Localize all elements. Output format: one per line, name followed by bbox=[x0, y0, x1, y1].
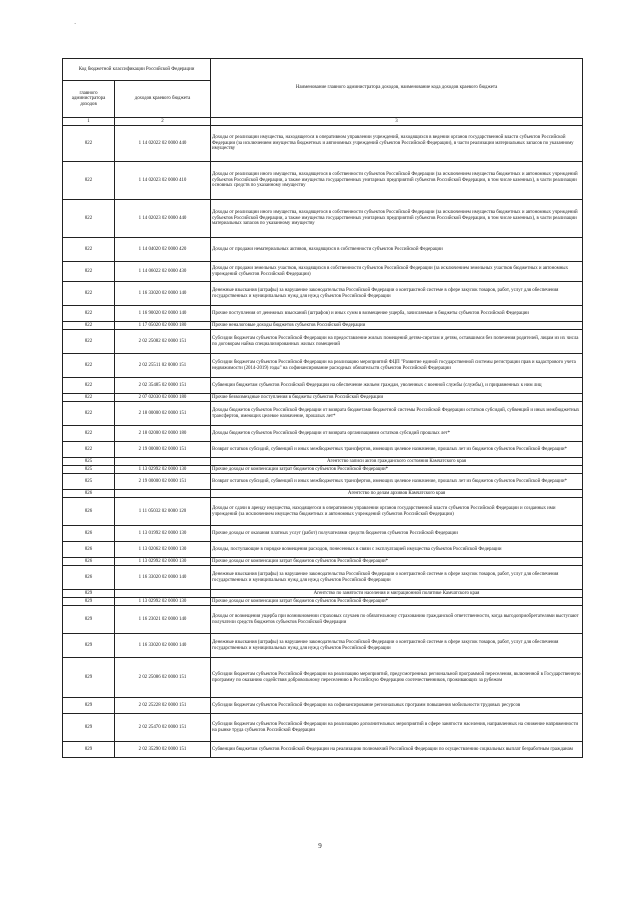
revenue-code-cell: 1 16 90020 02 0000 140 bbox=[115, 306, 211, 322]
admin-code-cell: 822 bbox=[63, 306, 115, 322]
table-row bbox=[63, 126, 583, 162]
column-number-2: 2 bbox=[115, 118, 211, 126]
admin-code-cell: 822 bbox=[63, 442, 115, 458]
revenue-name-cell: Доходы от реализации иного имущества, находящегося в собственности субъектов Российской Федерации (за исключением имущества бюджетных и автономных учреждений субъектов Российской Федерации, а также имущества государственных унитарных предприятий субъектов Российской Федерации, в том числе казенных), в части реализации основных средств по указанному имуществу bbox=[211, 162, 583, 200]
admin-code-cell: 822 bbox=[63, 126, 115, 162]
revenue-code-cell bbox=[115, 458, 211, 466]
revenue-code-cell: 1 14 02022 02 0000 440 bbox=[115, 126, 211, 162]
agency-header-row bbox=[63, 590, 583, 598]
admin-code-cell: 826 bbox=[63, 566, 115, 590]
table-row bbox=[63, 698, 583, 714]
table-row bbox=[63, 442, 583, 458]
scan-mark: ` bbox=[74, 22, 77, 30]
revenue-name-cell: Субсидии бюджетам субъектов Российской Федерации на софинансирование региональных программ повышения мобильности трудовых ресурсов bbox=[211, 698, 583, 714]
admin-code-cell: 822 bbox=[63, 426, 115, 442]
revenue-code-cell: 1 14 06022 02 0000 430 bbox=[115, 262, 211, 282]
revenue-name-cell: Доходы бюджетов субъектов Российской Федерации от возврата организациями остатков субсидий прошлых лет* bbox=[211, 426, 583, 442]
revenue-code-cell: 2 02 35485 02 0000 151 bbox=[115, 378, 211, 394]
revenue-name-cell: Денежные взыскания (штрафы) за нарушение законодательства Российской Федерации о контрактной системе в сфере закупок товаров, работ, услуг для обеспечения государственных и муниципальных нужд для нужд субъектов Российской Федерации bbox=[211, 634, 583, 658]
admin-code-cell: 826 bbox=[63, 490, 115, 498]
column-number-1: 1 bbox=[63, 118, 115, 126]
admin-code-cell: 829 bbox=[63, 606, 115, 634]
table-row bbox=[63, 714, 583, 742]
table-row bbox=[63, 606, 583, 634]
admin-code-cell: 825 bbox=[63, 466, 115, 474]
revenue-name-cell: Субсидии бюджетам субъектов Российской Федерации на реализацию мероприятий, предусмотренных региональной программой переселения, включенной в Государственную программу по оказанию содействия добровольному переселению в Российскую Федерацию соотечественников, проживающих за рубежом bbox=[211, 658, 583, 698]
revenue-code-cell: 2 02 25086 02 0000 151 bbox=[115, 658, 211, 698]
revenue-name-cell: Прочие доходы от оказания платных услуг (работ) получателями средств бюджетов субъектов Российской Федерации bbox=[211, 526, 583, 542]
admin-code-cell: 829 bbox=[63, 590, 115, 598]
revenue-name-cell: Денежные взыскания (штрафы) за нарушение законодательства Российской Федерации о контрактной системе в сфере закупок товаров, работ, услуг для обеспечения государственных и муниципальных нужд для нужд субъектов Российской Федерации bbox=[211, 566, 583, 590]
revenue-code-cell: 1 14 02023 02 0000 410 bbox=[115, 162, 211, 200]
revenue-code-cell: 1 13 02992 02 0000 130 bbox=[115, 598, 211, 606]
admin-code-cell: 829 bbox=[63, 714, 115, 742]
table-row bbox=[63, 526, 583, 542]
table-row bbox=[63, 658, 583, 698]
admin-code-cell: 826 bbox=[63, 498, 115, 526]
revenue-name-cell: Доходы от возмещения ущерба при возникновении страховых случаев по обязательному страхованию гражданской ответственности, когда выгодоприобретателями выступают получатели средств бюджетов субъектов Российской Федерации bbox=[211, 606, 583, 634]
revenue-code-cell: 2 19 00000 02 0000 151 bbox=[115, 474, 211, 490]
table-row bbox=[63, 634, 583, 658]
revenue-code-cell: 2 07 02030 02 0000 180 bbox=[115, 394, 211, 402]
table-row bbox=[63, 354, 583, 378]
revenue-name-cell: Прочие безвозмездные поступления в бюджеты субъектов Российской Федерации bbox=[211, 394, 583, 402]
revenue-name-cell: Денежные взыскания (штрафы) за нарушение законодательства Российской Федерации о контрактной системе в сфере закупок товаров, работ, услуг для обеспечения государственных и муниципальных нужд для нужд субъектов Российской Федерации bbox=[211, 282, 583, 306]
admin-code-cell: 822 bbox=[63, 378, 115, 394]
revenue-name-cell: Доходы от продажи земельных участков, находящихся в собственности субъектов Российской Федерации (за исключением земельных участков бюджетных и автономных учреждений субъектов Российской Федерации) bbox=[211, 262, 583, 282]
name-column-header: Наименование главного администратора доходов, наименование кода доходов краевого бюджета bbox=[211, 59, 583, 118]
revenue-code-cell bbox=[115, 490, 211, 498]
table-row bbox=[63, 378, 583, 394]
admin-code-cell: 826 bbox=[63, 558, 115, 566]
revenue-name-cell: Возврат остатков субсидий, субвенций и иных межбюджетных трансфертов, имеющих целевое назначение, прошлых лет из бюджетов субъектов Российской Федерации* bbox=[211, 442, 583, 458]
table-row bbox=[63, 394, 583, 402]
revenue-code-cell: 1 14 04020 02 0000 420 bbox=[115, 238, 211, 262]
admin-code-cell: 829 bbox=[63, 598, 115, 606]
code-column-header: доходов краевого бюджета bbox=[115, 81, 211, 118]
revenue-code-cell: 2 19 00000 02 0000 151 bbox=[115, 442, 211, 458]
revenue-name-cell: Прочие поступления от денежных взысканий (штрафов) и иных сумм в возмещение ущерба, зачисляемые в бюджеты субъектов Российской Федерации bbox=[211, 306, 583, 322]
revenue-name-cell: Доходы бюджетов субъектов Российской Федерации от возврата бюджетами бюджетной системы Российской Федерации остатков субсидий, субвенций и иных межбюджетных трансфертов, имеющих целевое назначение, прошлых лет* bbox=[211, 402, 583, 426]
revenue-name-cell: Прочие доходы от компенсации затрат бюджетов субъектов Российской Федерации* bbox=[211, 466, 583, 474]
revenue-code-cell: 2 02 25082 02 0000 151 bbox=[115, 330, 211, 354]
revenue-name-cell: Агентство по делам архивов Камчатского края bbox=[211, 490, 583, 498]
revenue-code-cell: 1 16 33020 02 0000 140 bbox=[115, 282, 211, 306]
table-row bbox=[63, 558, 583, 566]
revenue-code-cell: 1 13 01992 02 0000 130 bbox=[115, 526, 211, 542]
revenue-code-cell: 2 02 35290 02 0000 151 bbox=[115, 742, 211, 758]
table-row bbox=[63, 402, 583, 426]
revenue-name-cell: Агентство записи актов гражданского состояния Камчатского края bbox=[211, 458, 583, 466]
revenue-name-cell: Возврат остатков субсидий, субвенций и иных межбюджетных трансфертов, имеющих целевое назначение, прошлых лет из бюджетов субъектов Российской Федерации* bbox=[211, 474, 583, 490]
revenue-codes-table bbox=[62, 58, 583, 758]
revenue-name-cell: Доходы, поступающие в порядке возмещения расходов, понесенных в связи с эксплуатацией имущества субъектов Российской Федерации bbox=[211, 542, 583, 558]
revenue-code-cell: 1 13 02062 02 0000 130 bbox=[115, 542, 211, 558]
table-row bbox=[63, 322, 583, 330]
revenue-name-cell: Прочие неналоговые доходы бюджетов субъектов Российской Федерации bbox=[211, 322, 583, 330]
table-row bbox=[63, 200, 583, 238]
table-body bbox=[63, 126, 583, 758]
revenue-name-cell: Субвенции бюджетам субъектов Российской Федерации на реализацию полномочий Российской Федерации по осуществлению социальных выплат безработным гражданам bbox=[211, 742, 583, 758]
admin-code-cell: 822 bbox=[63, 238, 115, 262]
revenue-name-cell: Доходы от реализации имущества, находящегося в оперативном управлении учреждений, находящихся в ведении органов государственной власти субъектов Российской Федерации (за исключением имущества бюджетных и автономных учреждений субъектов Российской Федерации), в части реализации материальных запасов по указанному имуществу bbox=[211, 126, 583, 162]
admin-code-cell: 825 bbox=[63, 458, 115, 466]
admin-code-cell: 822 bbox=[63, 394, 115, 402]
admin-code-cell: 829 bbox=[63, 658, 115, 698]
revenue-code-cell: 2 18 02000 02 0000 180 bbox=[115, 426, 211, 442]
table-row bbox=[63, 238, 583, 262]
table-row bbox=[63, 282, 583, 306]
admin-code-cell: 825 bbox=[63, 474, 115, 490]
revenue-name-cell: Субсидии бюджетам субъектов Российской Федерации на реализацию дополнительных мероприятий в сфере занятости населения, направленных на снижение напряженности на рынке труда субъектов Российской Федерации bbox=[211, 714, 583, 742]
revenue-code-cell: 1 17 05020 02 0000 180 bbox=[115, 322, 211, 330]
admin-code-cell: 826 bbox=[63, 526, 115, 542]
revenue-code-cell: 2 18 00000 02 0000 151 bbox=[115, 402, 211, 426]
admin-code-cell: 829 bbox=[63, 742, 115, 758]
table-row bbox=[63, 466, 583, 474]
admin-code-cell: 826 bbox=[63, 542, 115, 558]
revenue-code-cell: 2 02 25511 02 0000 151 bbox=[115, 354, 211, 378]
page-number: 9 bbox=[318, 842, 322, 850]
revenue-name-cell: Субсидии бюджетам субъектов Российской Федерации на реализацию мероприятий ФЦП "Развитие единой государственной системы регистрации прав и кадастрового учета недвижимости (2014-2019) годы" на софинансирование расходных обязательств субъектов Российской Федерации bbox=[211, 354, 583, 378]
admin-code-cell: 822 bbox=[63, 200, 115, 238]
revenue-code-cell: 1 14 02023 02 0000 440 bbox=[115, 200, 211, 238]
revenue-name-cell: Доходы от реализации иного имущества, находящегося в собственности субъектов Российской Федерации (за исключением имущества бюджетных и автономных учреждений субъектов Российской Федерации, а также имущества государственных унитарных предприятий субъектов Российской Федерации, в том числе казенных), в части реализации материальных запасов по указанному имуществу bbox=[211, 200, 583, 238]
revenue-code-cell bbox=[115, 590, 211, 598]
table-row bbox=[63, 330, 583, 354]
revenue-name-cell: Доходы от продажи нематериальных активов, находящихся в собственности субъектов Российской Федерации bbox=[211, 238, 583, 262]
admin-code-cell: 822 bbox=[63, 354, 115, 378]
table-row bbox=[63, 566, 583, 590]
revenue-name-cell: Агентство по занятости населения и миграционной политике Камчатского края bbox=[211, 590, 583, 598]
revenue-name-cell: Доходы от сдачи в аренду имущества, находящегося в оперативном управлении органов государственной власти субъектов Российской Федерации и созданных ими учреждений (за исключением имущества бюджетных и автономных учреждений субъектов Российской Федерации) bbox=[211, 498, 583, 526]
revenue-code-cell: 2 02 25228 02 0000 151 bbox=[115, 698, 211, 714]
table-row bbox=[63, 306, 583, 322]
revenue-code-cell: 1 16 33020 02 0000 140 bbox=[115, 566, 211, 590]
revenue-code-cell: 1 16 23021 02 0000 140 bbox=[115, 606, 211, 634]
revenue-code-cell: 1 13 02992 02 0000 130 bbox=[115, 558, 211, 566]
admin-column-header: главного администратора доходов bbox=[63, 81, 115, 118]
agency-header-row bbox=[63, 490, 583, 498]
revenue-name-cell: Прочие доходы от компенсации затрат бюджетов субъектов Российской Федерации* bbox=[211, 598, 583, 606]
admin-code-cell: 822 bbox=[63, 262, 115, 282]
revenue-code-cell: 2 02 25470 02 0000 151 bbox=[115, 714, 211, 742]
table-row bbox=[63, 162, 583, 200]
table-row bbox=[63, 474, 583, 490]
table-row bbox=[63, 742, 583, 758]
table-row bbox=[63, 262, 583, 282]
agency-header-row bbox=[63, 458, 583, 466]
revenue-name-cell: Прочие доходы от компенсации затрат бюджетов субъектов Российской Федерации* bbox=[211, 558, 583, 566]
revenue-name-cell: Субвенции бюджетам субъектов Российской Федерации на обеспечение жильем граждан, уволенных с военной службы (службы), и приравненных к ним лиц bbox=[211, 378, 583, 394]
revenue-code-cell: 1 13 02992 02 0000 130 bbox=[115, 466, 211, 474]
revenue-name-cell: Субсидии бюджетам субъектов Российской Федерации на предоставление жилых помещений детям-сиротам и детям, оставшимся без попечения родителей, лицам из их числа по договорам найма специализированных жилых помещений bbox=[211, 330, 583, 354]
table-row bbox=[63, 598, 583, 606]
admin-code-cell: 822 bbox=[63, 402, 115, 426]
admin-code-cell: 822 bbox=[63, 330, 115, 354]
table-row bbox=[63, 426, 583, 442]
revenue-code-cell: 1 11 05032 02 0000 120 bbox=[115, 498, 211, 526]
table-row bbox=[63, 498, 583, 526]
table-row bbox=[63, 542, 583, 558]
admin-code-cell: 822 bbox=[63, 162, 115, 200]
admin-code-cell: 822 bbox=[63, 282, 115, 306]
bcc-group-header: Код бюджетной классификации Российской Федерации bbox=[63, 59, 211, 81]
admin-code-cell: 829 bbox=[63, 698, 115, 714]
column-number-3: 3 bbox=[211, 118, 583, 126]
revenue-code-cell: 1 16 33020 02 0000 140 bbox=[115, 634, 211, 658]
admin-code-cell: 822 bbox=[63, 322, 115, 330]
admin-code-cell: 829 bbox=[63, 634, 115, 658]
